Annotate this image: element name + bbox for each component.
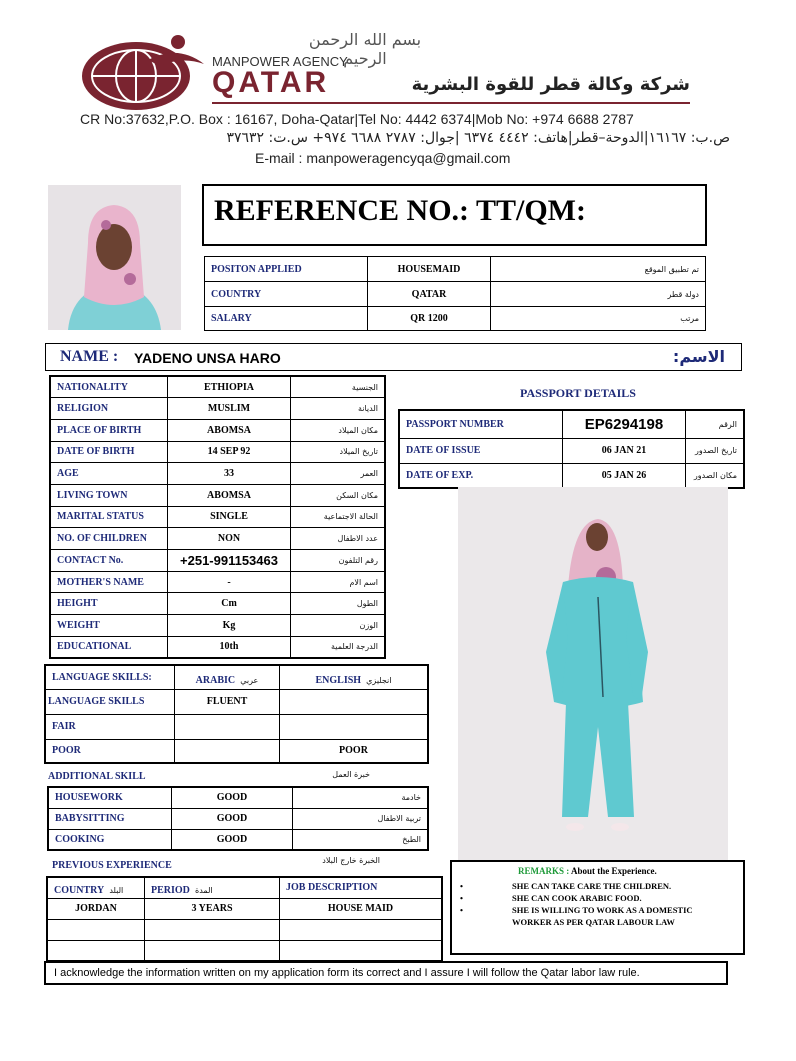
table-row (47, 898, 442, 919)
english-column-header (280, 665, 429, 689)
arabic-header-ar: عربي (240, 675, 259, 685)
table-row (205, 282, 706, 307)
experience-job: HOUSE MAID (280, 898, 443, 919)
remarks-title: REMARKS : (518, 866, 570, 876)
table-row (50, 484, 385, 506)
personal-label: WEIGHT (50, 615, 168, 637)
country-label: COUNTRY (205, 282, 368, 307)
personal-label: EDUCATIONAL (50, 636, 168, 658)
personal-label: LIVING TOWN (50, 484, 168, 506)
table-row (50, 441, 385, 463)
arabic-header: ARABIC (195, 674, 236, 686)
acknowledgement-text: I acknowledge the information written on my application form its correct and I assure I will follow the Qatar labor law rule. (54, 967, 640, 979)
passport-number-label: PASSPORT NUMBER (399, 410, 563, 438)
experience-table (46, 876, 443, 962)
period-column-header (145, 877, 280, 898)
personal-details-table (49, 375, 386, 659)
table-row (50, 506, 385, 528)
english-level (280, 689, 429, 714)
personal-arabic: الوزن (291, 615, 386, 637)
table-row (50, 636, 385, 658)
personal-value: Kg (168, 615, 291, 637)
table-row (50, 419, 385, 441)
additional-skill-title: ADDITIONAL SKILL (48, 771, 146, 782)
position-value: HOUSEMAID (368, 257, 491, 282)
arabic-level (175, 739, 280, 763)
reference-box (202, 184, 707, 246)
skill-arabic: الطبخ (293, 829, 429, 850)
period-header: PERIOD (151, 885, 190, 897)
experience-job (280, 919, 443, 940)
previous-experience-title: PREVIOUS EXPERIENCE (52, 860, 172, 871)
experience-country (47, 940, 145, 961)
agency-name-big: QATAR (212, 66, 330, 99)
salary-label: SALARY (205, 307, 368, 331)
personal-label: RELIGION (50, 398, 168, 420)
personal-label: NATIONALITY (50, 376, 168, 398)
personal-arabic: الجنسية (291, 376, 386, 398)
table-row (50, 615, 385, 637)
email-line[interactable]: E-mail : manpoweragencyqa@gmail.com (255, 150, 511, 166)
name-arabic: الاسم: (672, 347, 725, 366)
arabic-level (175, 714, 280, 739)
personal-arabic: عدد الاطفال (291, 528, 386, 550)
table-row (47, 877, 442, 898)
english-level: POOR (280, 739, 429, 763)
personal-arabic: الحالة الاجتماعية (291, 506, 386, 528)
skill-level: GOOD (172, 829, 293, 850)
acknowledgement-box (44, 961, 728, 985)
table-row (50, 528, 385, 550)
agency-logo (78, 30, 208, 112)
table-row (48, 829, 428, 850)
table-row (50, 463, 385, 485)
personal-value: 33 (168, 463, 291, 485)
issue-date-label: DATE OF ISSUE (399, 438, 563, 463)
personal-value: +251-991153463 (168, 550, 291, 572)
header-divider (212, 102, 690, 104)
personal-label: MARITAL STATUS (50, 506, 168, 528)
personal-arabic: تاريخ الميلاد (291, 441, 386, 463)
table-row (50, 571, 385, 593)
salary-arabic: مرتب (491, 307, 706, 331)
passport-title: PASSPORT DETAILS (520, 386, 636, 400)
personal-label: AGE (50, 463, 168, 485)
personal-arabic: مكان الميلاد (291, 419, 386, 441)
table-row (399, 438, 744, 463)
remark-text: SHE IS WILLING TO WORK AS A DOMESTIC WORKER AS PER QATAR LABOUR LAW (512, 905, 693, 927)
english-header-ar: انجليزي (366, 675, 392, 685)
position-label: POSITON APPLIED (205, 257, 368, 282)
additional-skill-title-arabic: خبرة العمل (332, 770, 370, 779)
list-item: • SHE CAN COOK ARABIC FOOD. (460, 893, 642, 903)
experience-period (145, 919, 280, 940)
english-header: ENGLISH (315, 674, 362, 686)
language-row-label: POOR (45, 739, 175, 763)
personal-label: CONTACT No. (50, 550, 168, 572)
skill-label: HOUSEWORK (48, 787, 172, 808)
personal-arabic: الدرجة العلمية (291, 636, 386, 658)
table-row (399, 463, 744, 488)
contact-line: CR No:37632,P.O. Box : 16167, Doha-Qatar|Tel No: 4442 6374|Mob No: +974 6688 2787 (80, 111, 634, 127)
position-table (204, 256, 706, 331)
remarks-list (452, 880, 742, 928)
personal-value: ABOMSA (168, 484, 291, 506)
personal-arabic: العمر (291, 463, 386, 485)
language-table (44, 664, 429, 764)
personal-label: NO. OF CHILDREN (50, 528, 168, 550)
personal-label: HEIGHT (50, 593, 168, 615)
skill-arabic: خادمة (293, 787, 429, 808)
personal-label: DATE OF BIRTH (50, 441, 168, 463)
agency-name-small: MANPOWER AGENCY (212, 54, 348, 69)
full-body-photo (458, 487, 728, 860)
applicant-photo (48, 185, 181, 330)
experience-job (280, 940, 443, 961)
skill-label: BABYSITTING (48, 808, 172, 829)
personal-arabic: مكان السكن (291, 484, 386, 506)
table-row (45, 739, 428, 763)
expiry-date-arabic: مكان الصدور (686, 463, 745, 488)
remarks-subtitle: About the Experience. (571, 866, 657, 876)
personal-arabic: الديانة (291, 398, 386, 420)
reference-number: REFERENCE NO.: TT/QM: (214, 194, 586, 227)
name-bar (45, 343, 742, 371)
table-row (205, 257, 706, 282)
country-header: COUNTRY (54, 885, 105, 897)
skill-label: COOKING (48, 829, 172, 850)
personal-arabic: الطول (291, 593, 386, 615)
language-row-label: LANGUAGE SKILLS (45, 689, 175, 714)
name-value: YADENO UNSA HARO (134, 350, 281, 366)
country-column-header (47, 877, 145, 898)
personal-arabic: اسم الام (291, 571, 386, 593)
skills-table (47, 786, 429, 851)
experience-country (47, 919, 145, 940)
personal-value: SINGLE (168, 506, 291, 528)
skill-level: GOOD (172, 787, 293, 808)
personal-value: MUSLIM (168, 398, 291, 420)
table-row (45, 665, 428, 689)
skill-arabic: تربية الاطفال (293, 808, 429, 829)
personal-value: Cm (168, 593, 291, 615)
name-label: NAME : (60, 348, 119, 365)
position-arabic: تم تطبيق الموقع (491, 257, 706, 282)
language-row-label: FAIR (45, 714, 175, 739)
table-row (47, 940, 442, 961)
table-row (48, 808, 428, 829)
remarks-box (450, 860, 745, 955)
salary-value: QR 1200 (368, 307, 491, 331)
passport-number-arabic: الرقم (686, 410, 745, 438)
personal-value: NON (168, 528, 291, 550)
english-level (280, 714, 429, 739)
country-header-ar: البلد (109, 886, 124, 896)
language-header: LANGUAGE SKILLS: (45, 665, 175, 689)
skill-level: GOOD (172, 808, 293, 829)
experience-country: JORDAN (47, 898, 145, 919)
personal-value: - (168, 571, 291, 593)
remark-text: SHE CAN COOK ARABIC FOOD. (512, 893, 642, 903)
bismillah: بسم الله الرحمن الرحيم (308, 30, 422, 68)
passport-table (398, 409, 745, 489)
personal-value: 14 SEP 92 (168, 441, 291, 463)
job-header: JOB DESCRIPTION (280, 877, 443, 898)
personal-label: MOTHER'S NAME (50, 571, 168, 593)
personal-label: PLACE OF BIRTH (50, 419, 168, 441)
table-row (45, 714, 428, 739)
table-row (48, 787, 428, 808)
table-row (50, 593, 385, 615)
remarks-header (518, 866, 657, 876)
agency-name-arabic: شركة وكالة قطر للقوة البشرية (411, 74, 690, 95)
table-row (50, 398, 385, 420)
country-value: QATAR (368, 282, 491, 307)
table-row (47, 919, 442, 940)
personal-value: ETHIOPIA (168, 376, 291, 398)
table-row (399, 410, 744, 438)
expiry-date-label: DATE OF EXP. (399, 463, 563, 488)
personal-value: 10th (168, 636, 291, 658)
passport-number-value: EP6294198 (563, 410, 686, 438)
issue-date-value: 06 JAN 21 (563, 438, 686, 463)
experience-period: 3 YEARS (145, 898, 280, 919)
personal-value: ABOMSA (168, 419, 291, 441)
contact-arabic: ص.ب: ١٦١٦٧|الدوحة–قطر|هاتف: ٤٤٤٢ ٦٣٧٤ |جوال: ٢٧٨٧ ٦٦٨٨ ٩٧٤+ س.ت: ٣٧٦٣٢ (226, 130, 730, 146)
previous-experience-title-arabic: الخبرة خارج البلاد (322, 856, 380, 865)
table-row (45, 689, 428, 714)
table-row (50, 376, 385, 398)
country-arabic: دولة قطر (491, 282, 706, 307)
experience-period (145, 940, 280, 961)
list-item: • SHE CAN TAKE CARE THE CHILDREN. (460, 881, 672, 891)
remark-text: SHE CAN TAKE CARE THE CHILDREN. (512, 881, 672, 891)
issue-date-arabic: تاريخ الصدور (686, 438, 745, 463)
arabic-level: FLUENT (175, 689, 280, 714)
table-row (50, 550, 385, 572)
arabic-column-header (175, 665, 280, 689)
personal-arabic: رقم التلفون (291, 550, 386, 572)
expiry-date-value: 05 JAN 26 (563, 463, 686, 488)
period-header-ar: المدة (195, 886, 213, 896)
list-item: • SHE IS WILLING TO WORK AS A DOMESTIC WORKER AS PER QATAR LABOUR LAW (460, 905, 693, 927)
table-row (205, 307, 706, 331)
